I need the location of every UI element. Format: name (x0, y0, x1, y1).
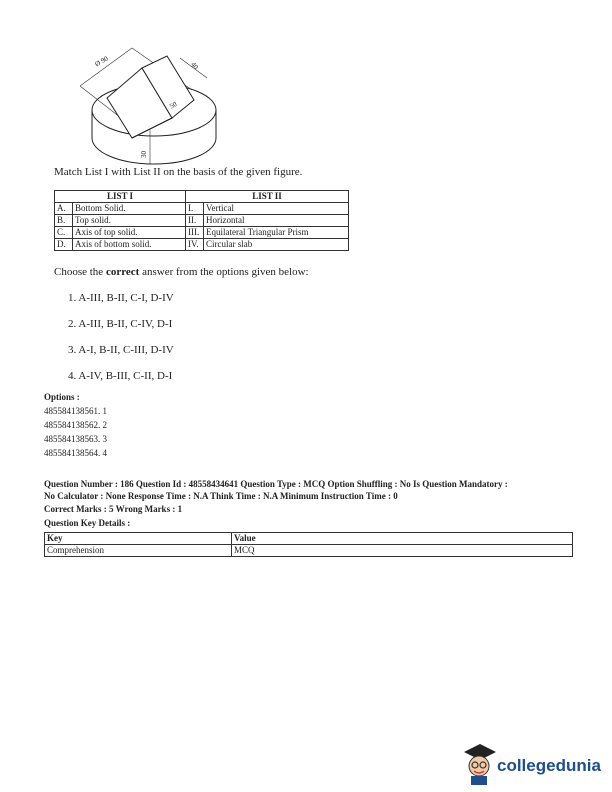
table-row (55, 239, 349, 251)
choose-instruction (54, 266, 309, 278)
list2-header: LIST II (186, 191, 349, 203)
l1-label: A. (55, 203, 73, 215)
choose-pre: Choose the (54, 266, 106, 278)
l2-text: Equilateral Triangular Prism (204, 227, 349, 239)
key-header: Key (45, 533, 232, 545)
mascot-logo-icon (462, 742, 496, 786)
option-id-4: 485584138564. 4 (44, 448, 107, 458)
choose-bold: correct (105, 266, 140, 278)
choose-post: answer from the options given below: (139, 266, 309, 278)
table-row (55, 203, 349, 215)
value-cell: MCQ (232, 545, 573, 557)
l1-text: Top solid. (73, 215, 186, 227)
cylinder-prism-figure (72, 38, 247, 186)
option-id-2: 485584138562. 2 (44, 420, 107, 430)
logo-text: collegedunia (497, 756, 601, 775)
option-id-3: 485584138563. 3 (44, 434, 107, 444)
l2-label: III. (186, 227, 204, 239)
dim-width: 40 (189, 60, 200, 72)
table-header-row (45, 533, 573, 545)
l1-text: Axis of top solid. (73, 227, 186, 239)
table-row (55, 227, 349, 239)
dim-prism: 50 (168, 100, 179, 111)
l2-text: Horizontal (204, 215, 349, 227)
l1-label: B. (55, 215, 73, 227)
meta-line-2: No Calculator : None Response Time : N.A Think Time : N.A Minimum Instruction Time : 0 (44, 491, 398, 501)
dim-height: 30 (140, 151, 148, 158)
dim-diameter: Ø 90 (93, 54, 110, 69)
answer-option-2: 2. A-III, B-II, C-IV, D-I (68, 318, 173, 330)
l1-text: Bottom Solid. (73, 203, 186, 215)
answer-option-4: 4. A-IV, B-III, C-II, D-I (68, 370, 173, 382)
l1-label: D. (55, 239, 73, 251)
question-prompt: Match List I with List II on the basis of the given figure. (54, 166, 303, 178)
answer-option-1: 1. A-III, B-II, C-I, D-IV (68, 292, 174, 304)
answer-option-3: 3. A-I, B-II, C-III, D-IV (68, 344, 174, 356)
list1-header: LIST I (55, 191, 186, 203)
l2-text: Circular slab (204, 239, 349, 251)
marks-line: Correct Marks : 5 Wrong Marks : 1 (44, 504, 183, 514)
l2-text: Vertical (204, 203, 349, 215)
l2-label: I. (186, 203, 204, 215)
l2-label: IV. (186, 239, 204, 251)
option-id-1: 485584138561. 1 (44, 406, 107, 416)
key-details-title: Question Key Details : (44, 518, 131, 528)
key-cell: Comprehension (45, 545, 232, 557)
match-table (54, 190, 349, 251)
key-details-table (44, 532, 573, 557)
l1-text: Axis of bottom solid. (73, 239, 186, 251)
table-row (55, 215, 349, 227)
l1-label: C. (55, 227, 73, 239)
value-header: Value (232, 533, 573, 545)
table-row (45, 545, 573, 557)
l2-label: II. (186, 215, 204, 227)
meta-line-1: Question Number : 186 Question Id : 48558434641 Question Type : MCQ Option Shuffling : No Is Question Mandatory : (44, 479, 508, 489)
options-title: Options : (44, 392, 80, 402)
